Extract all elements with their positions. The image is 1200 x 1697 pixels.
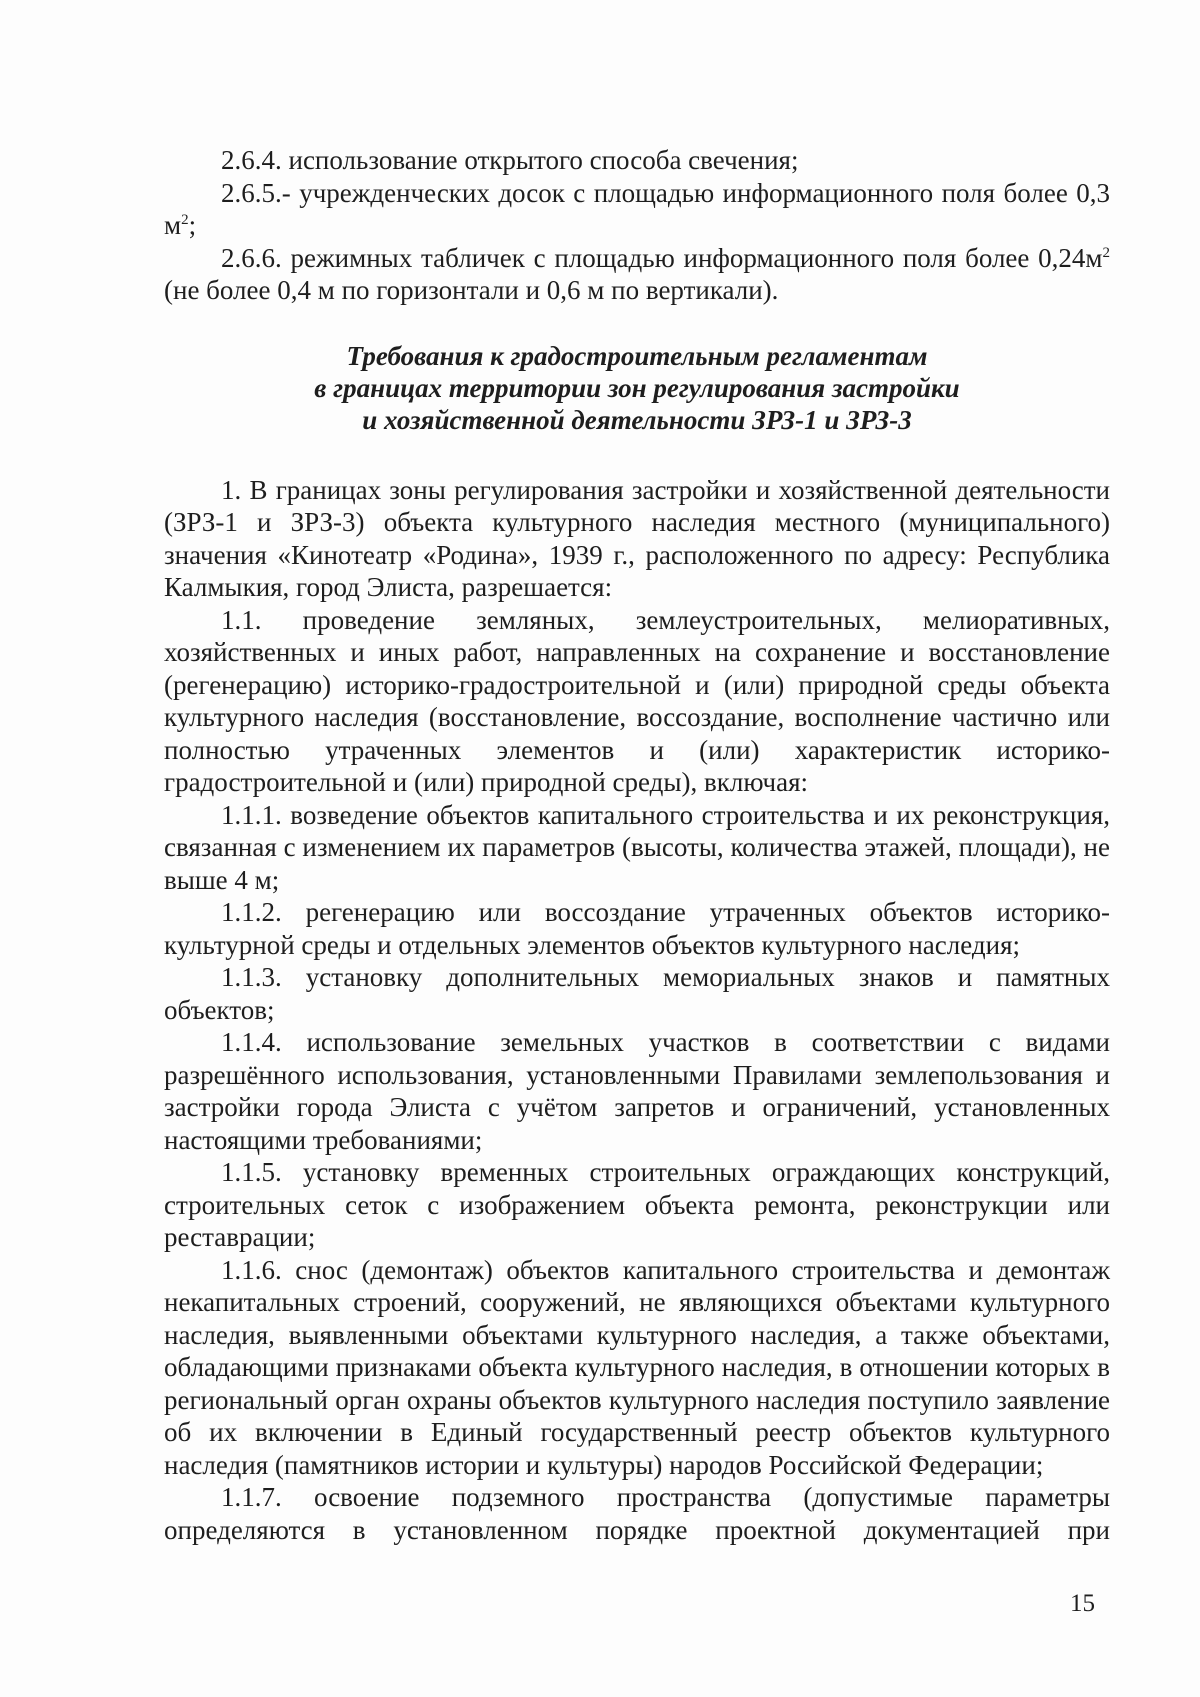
paragraph-1-1-2 xyxy=(164,896,1110,961)
item-text-end: ; xyxy=(188,210,197,240)
item-number: 2.6.5.- xyxy=(221,177,291,208)
item-number: 2.6.4. xyxy=(221,145,282,175)
superscript: 2 xyxy=(181,212,189,228)
paragraph-1-1-3 xyxy=(164,961,1110,1026)
paragraph-number: 1.1.2. xyxy=(221,897,282,927)
paragraph-number: 1.1.3. xyxy=(221,962,282,992)
paragraph-1-1-6 xyxy=(164,1254,1110,1482)
paragraph-text: установку временных строительных ограждающих конструкций, строительных сеток с изображением объекта ремонта, реконструкции или реставрации; xyxy=(164,1157,1111,1252)
item-2-6-6 xyxy=(164,242,1110,307)
paragraph-number: 1. xyxy=(221,474,242,505)
paragraph-1 xyxy=(164,474,1110,604)
paragraph-text: снос (демонтаж) объектов капитального строительства и демонтаж некапитальных строений, сооружений, не являющихся объектами культурного наследия, выявленными объектами культурного наследия, а также объектами, обладающими признаками объекта культурного наследия, в отношении которых в региональный орган охраны объектов культурного наследия поступило заявление об их включении в Единый государственный реестр объектов культурного наследия (памятников истории и культуры) народов Российской Федерации; xyxy=(164,1254,1110,1480)
item-text: использование открытого способа свечения; xyxy=(288,145,799,175)
paragraph-1-1-7 xyxy=(164,1481,1110,1546)
superscript: 2 xyxy=(1102,244,1110,261)
item-number: 2.6.6. xyxy=(221,242,282,273)
paragraph-number: 1.1.4. xyxy=(221,1027,282,1057)
paragraph-text: установку дополнительных мемориальных знаков и памятных объектов; xyxy=(164,962,1111,1025)
paragraph-1-1-1 xyxy=(164,799,1110,897)
paragraph-number: 1.1. xyxy=(221,604,262,635)
item-2-6-5 xyxy=(164,177,1110,242)
heading-line-3: и хозяйственной деятельности ЗРЗ-1 и ЗРЗ-3 xyxy=(362,404,912,435)
paragraph-text: освоение подземного пространства (допустимые параметры определяются в установленном порядке проектной документацией при xyxy=(164,1482,1110,1545)
paragraph-1-1-5 xyxy=(164,1156,1110,1254)
paragraph-number: 1.1.5. xyxy=(221,1157,282,1187)
paragraph-text: проведение земляных, землеустроительных, мелиоративных, хозяйственных и иных работ, направленных на сохранение и восстановление (регенерацию) историко-градостроительной и (или) природной среды объекта культурного наследия (восстановление, воссоздание, восполнение частично или полностью утраченных элементов и (или) характеристик историко-градостроительной и (или) природной среды), включая: xyxy=(164,604,1110,797)
paragraph-text: регенерацию или воссоздание утраченных объектов историко-культурной среды и отдельных элементов объектов культурного наследия; xyxy=(164,897,1110,960)
paragraph-number: 1.1.1. xyxy=(221,799,282,830)
item-text: учрежденческих досок с площадью информационного поля более 0,3 м xyxy=(164,177,1111,240)
heading-line-2: в границах территории зон регулирования застройки xyxy=(314,372,960,403)
section-heading xyxy=(164,340,1110,436)
paragraph-1-1 xyxy=(164,604,1110,799)
item-text: режимных табличек с площадью информационного поля более 0,24м xyxy=(290,242,1103,273)
paragraph-text: возведение объектов капитального строительства и их реконструкция, связанная с изменением их параметров (высоты, количества этажей, площади), не выше 4 м; xyxy=(164,799,1110,895)
item-text-end: (не более 0,4 м по горизонтали и 0,6 м по вертикали). xyxy=(164,275,779,305)
paragraph-text: В границах зоны регулирования застройки и хозяйственной деятельности (ЗРЗ-1 и ЗРЗ-3) объекта культурного наследия местного (муниципального) значения «Кинотеатр «Родина», 1939 г., расположенного по адресу: Республика Калмыкия, город Элиста, разрешается: xyxy=(164,474,1110,602)
paragraph-text: использование земельных участков в соответствии с видами разрешённого использования, установленными Правилами землепользования и застройки города Элиста с учётом запретов и ограничений, установленных настоящими требованиями; xyxy=(164,1027,1111,1155)
paragraph-number: 1.1.7. xyxy=(221,1482,282,1512)
heading-line-1: Требования к градостроительным регламентам xyxy=(346,340,928,371)
document-body xyxy=(164,144,1110,1546)
item-2-6-4 xyxy=(164,144,1110,177)
paragraph-number: 1.1.6. xyxy=(221,1254,282,1285)
page-number: 15 xyxy=(1070,1590,1095,1617)
paragraph-1-1-4 xyxy=(164,1026,1110,1156)
